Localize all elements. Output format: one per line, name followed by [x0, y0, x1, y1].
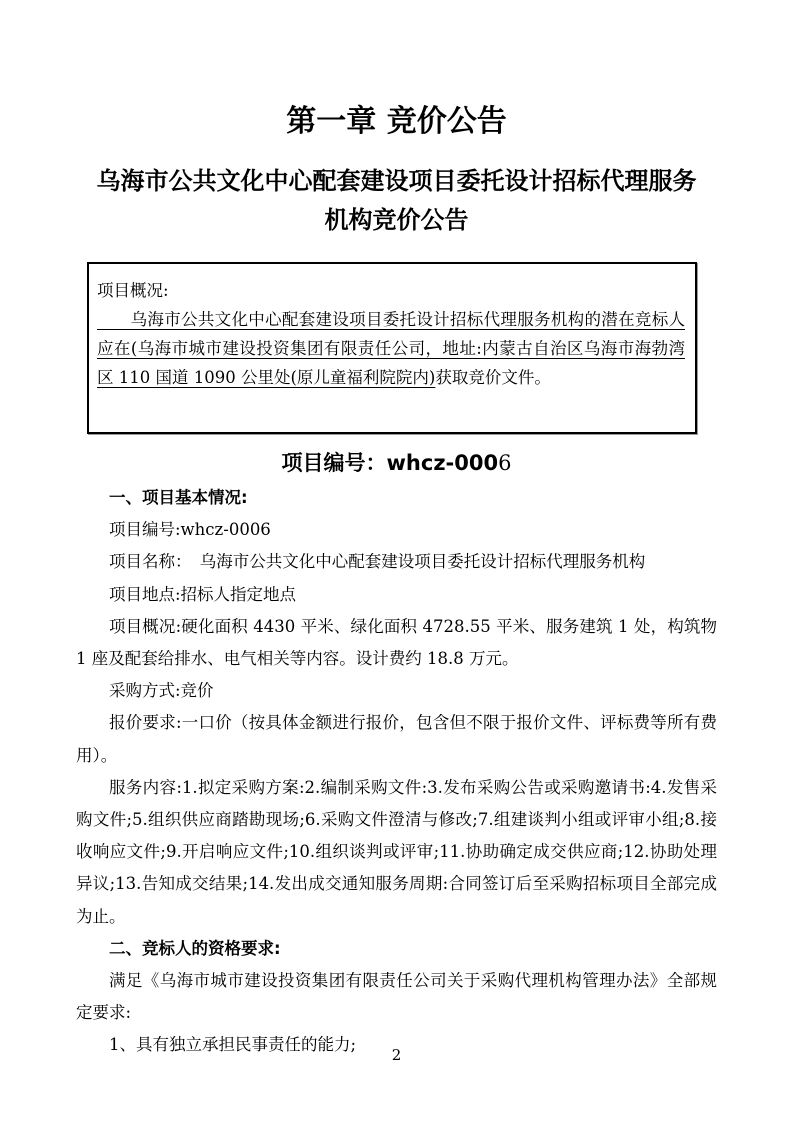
project-number-tail-digit: 6: [498, 451, 512, 475]
page-content: [0, 104, 793, 1062]
paragraph-quote-requirements: 报价要求:一口价（按具体金额进行报价，包含但不限于报价文件、评标费等所有费用）。: [76, 713, 717, 765]
chapter-title: 第一章 竞价公告: [286, 104, 507, 139]
paragraph-project-name: 项目名称： 乌海市公共文化中心配套建设项目委托设计招标代理服务机构: [109, 552, 646, 572]
paragraph-qualification-item-1: 1、具有独立承担民事责任的能力;: [109, 1035, 357, 1055]
document-body: [76, 482, 717, 1062]
paragraph-service-content: 服务内容:1.拟定采购方案:2.编制采购文件:3.发布采购公告或采购邀请书:4.发售采购文件;5.组织供应商踏勘现场;6.采购文件澄清与修改;7.组建谈判小组或评审小组;8.接收响应文件;9.开启响应文件;10.组织谈判或评审;11.协助确定成交供应商;12.协助处理异议;13.告知成交结果;14.发出成交通知服务周期:合同签订后至采购招标项目全部完成为止。: [76, 777, 717, 926]
project-overview-box: [87, 262, 697, 434]
overview-underlined-text: 乌海市公共文化中心配套建设项目委托设计招标代理服务机构的潜在竞标人应在(乌海市城市建设投资集团有限责任公司，地址:内蒙古自治区乌海市海勃湾区 110 国道 1090 公里处(原儿童福利院院内): [97, 310, 685, 387]
page-number: 2: [391, 1046, 402, 1064]
overview-box-label: 项目概况:: [97, 281, 169, 300]
paragraph-project-number: 项目编号:whcz-0006: [109, 520, 271, 540]
section-2-heading: 二、竞标人的资格要求:: [109, 938, 281, 958]
paragraph-project-location: 项目地点:招标人指定地点: [109, 584, 297, 604]
project-number-bold-part: 项目编号：whcz-000: [281, 451, 499, 475]
section-1-heading: 一、项目基本情况:: [109, 488, 248, 507]
paragraph-procurement-method: 采购方式:竞价: [109, 681, 214, 701]
paragraph-project-overview: 项目概况:硬化面积 4430 平米、绿化面积 4728.55 平米、服务建筑 1 处，构筑物 1 座及配套给排水、电气相关等内容。设计费约 18.8 万元。: [76, 616, 717, 669]
document-subtitle: 乌海市公共文化中心配套建设项目委托设计招标代理服务机构竞价公告: [96, 167, 697, 234]
project-number-heading: [76, 450, 717, 476]
overview-box-paragraph: [97, 305, 685, 392]
paragraph-qualification-general: 满足《乌海市城市建设投资集团有限责任公司关于采购代理机构管理办法》全部规定要求:: [76, 971, 717, 1023]
overview-trailing-text: 获取竞价文件。: [435, 368, 551, 387]
